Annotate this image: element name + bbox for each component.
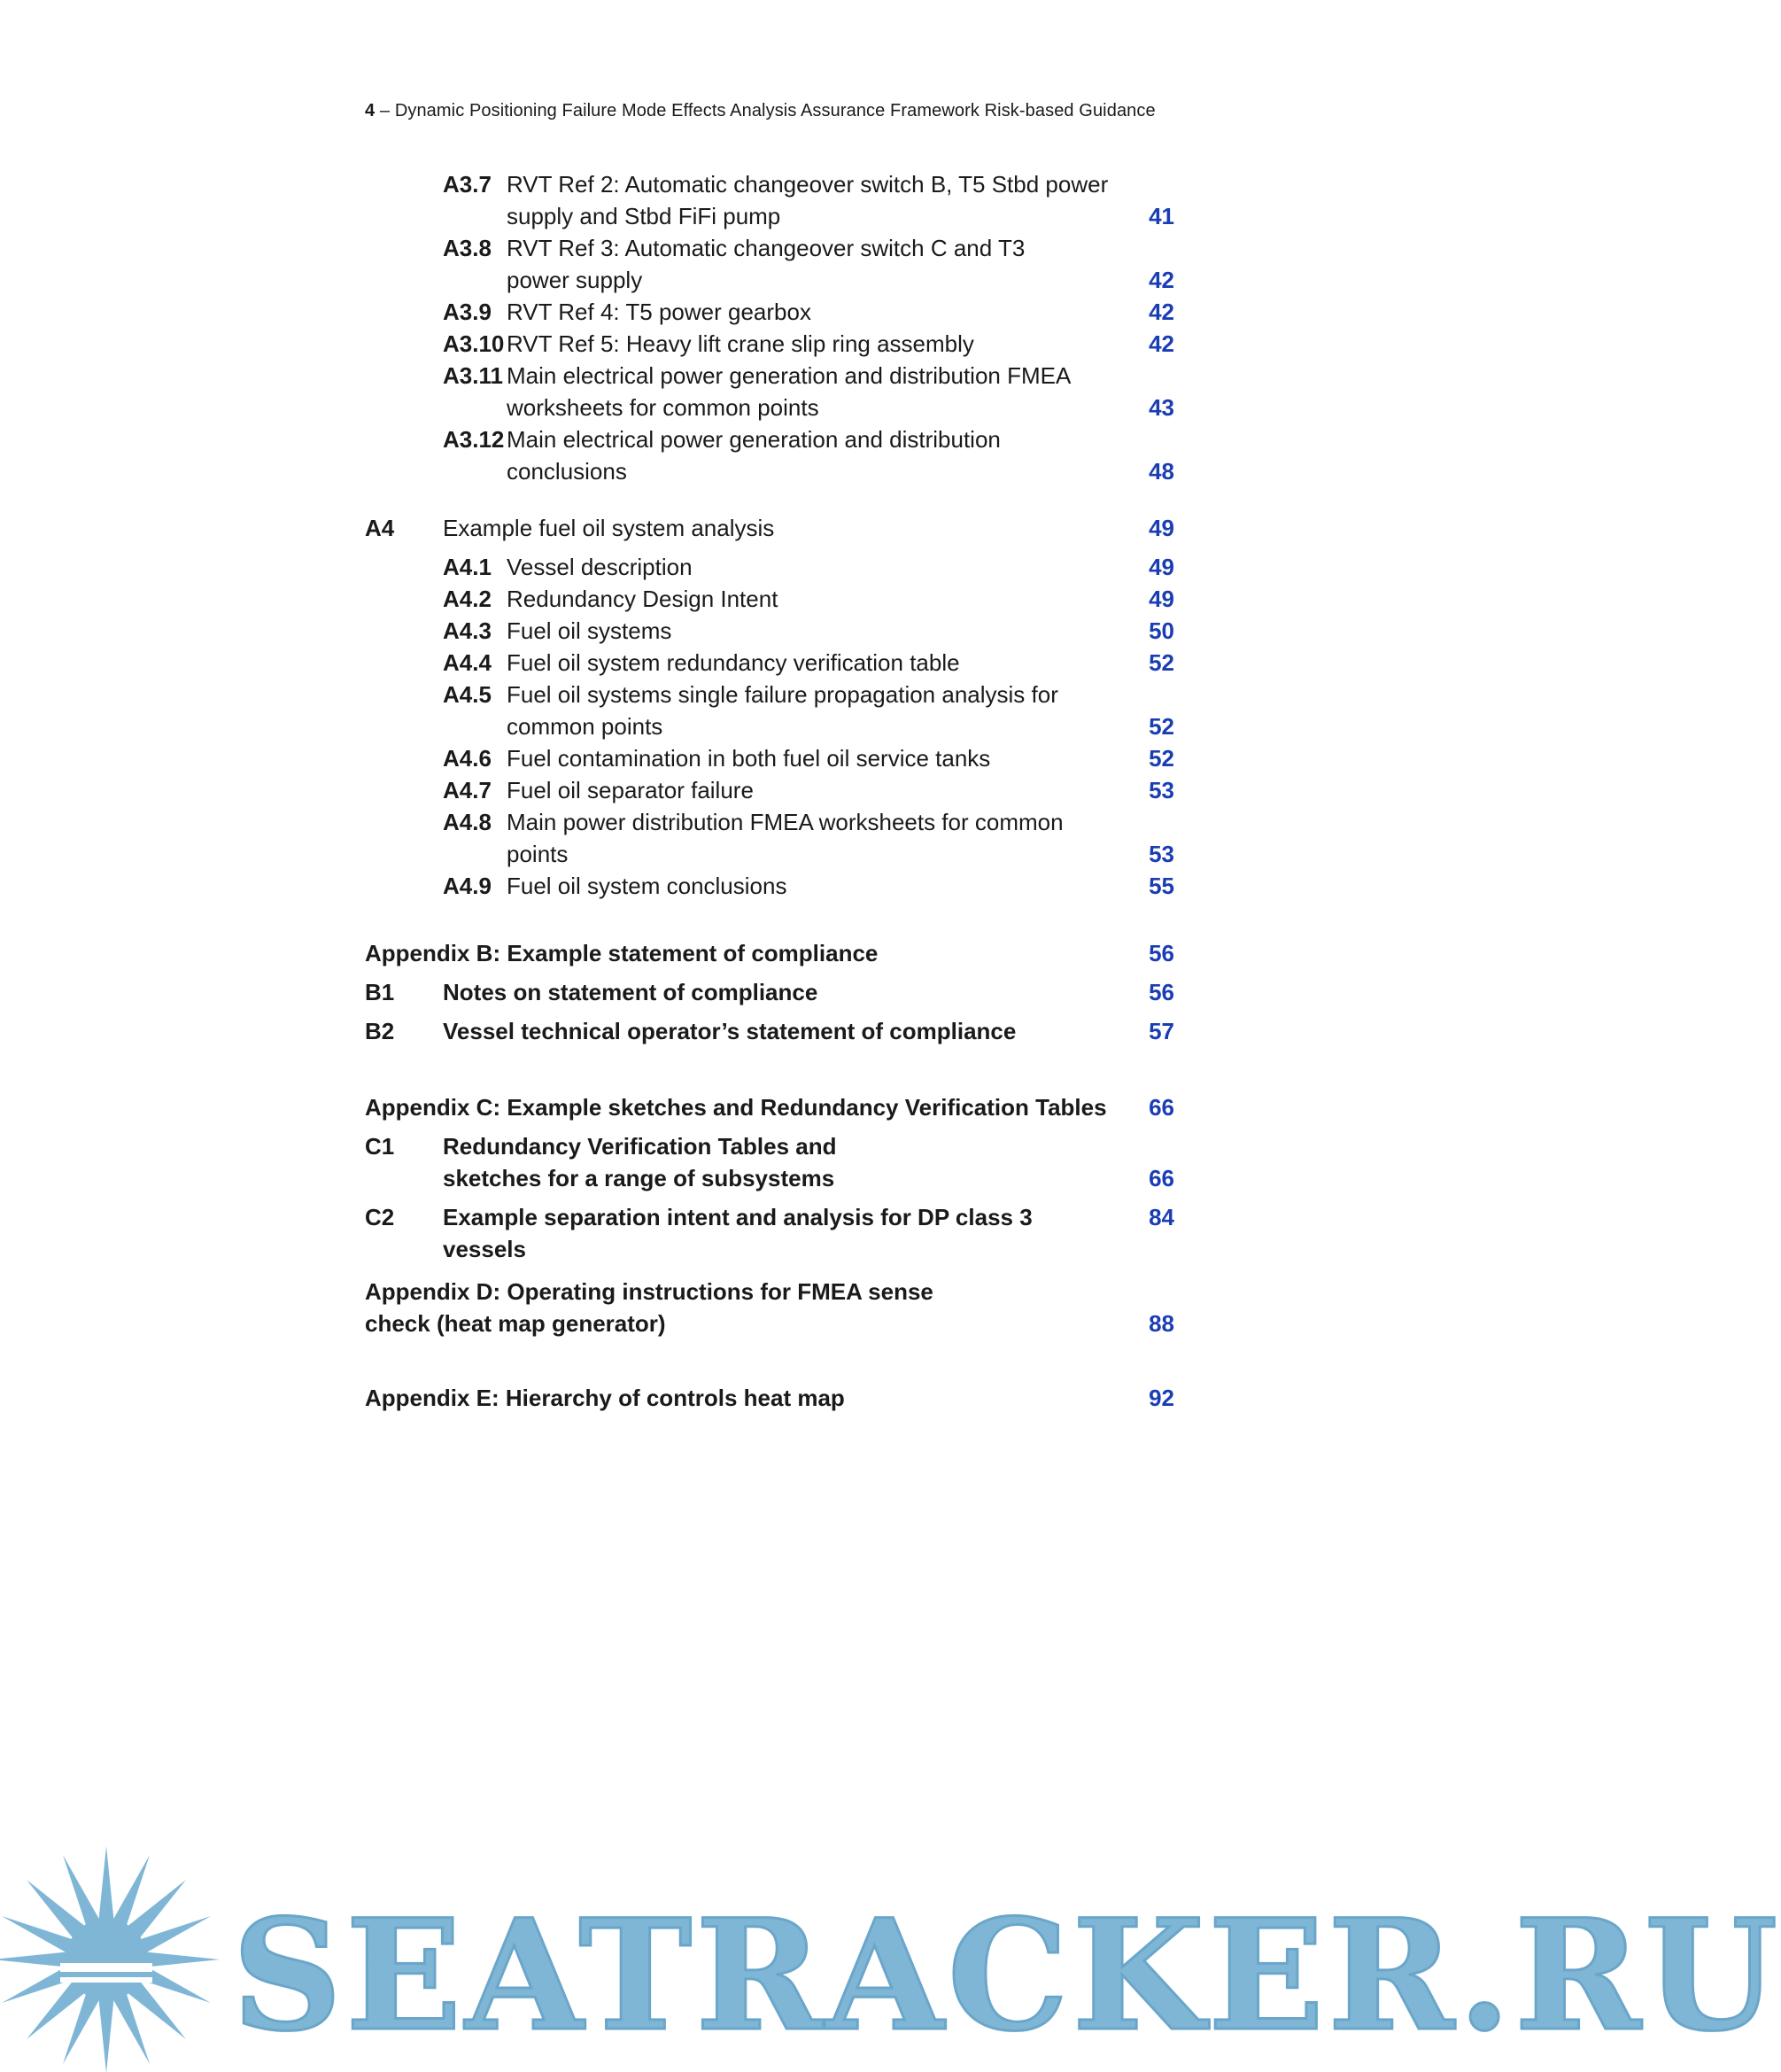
toc-page-link[interactable]: 92 xyxy=(1149,1385,1174,1411)
toc-number: A4 xyxy=(365,515,395,541)
toc-page-link[interactable]: 49 xyxy=(1149,586,1174,612)
toc-page-link[interactable]: 41 xyxy=(1149,203,1174,229)
toc-title: Example separation intent and analysis for DP class 3 vessels xyxy=(443,1204,1033,1262)
toc-title: RVT Ref 5: Heavy lift crane slip ring assembly xyxy=(507,330,974,357)
toc-title xyxy=(365,1091,1127,1123)
toc-page-link[interactable]: 66 xyxy=(1149,1094,1174,1121)
toc-entry-a4-2[interactable] xyxy=(365,583,1174,615)
toc-entry-appendix-d[interactable] xyxy=(365,1276,1174,1339)
toc-entry-b1[interactable] xyxy=(365,976,1174,1008)
watermark-text: SEATRACKER.RU xyxy=(232,1885,1781,2065)
appendix-title: Example statement of compliance xyxy=(507,940,879,966)
toc-title: Vessel description xyxy=(507,554,693,580)
toc-entry-a4-7[interactable] xyxy=(365,774,1174,806)
toc-number: A3.7 xyxy=(443,171,492,198)
toc-title: RVT Ref 4: T5 power gearbox xyxy=(507,299,811,325)
toc-page-link[interactable]: 42 xyxy=(1149,267,1174,293)
toc-entry-c2[interactable] xyxy=(365,1201,1174,1262)
toc-number: A4.4 xyxy=(443,649,492,676)
toc-title: RVT Ref 3: Automatic changeover switch C and T3 power supply xyxy=(507,235,1026,293)
toc-title: Main electrical power generation and distribution conclusions xyxy=(507,426,1001,485)
toc-number: A4.6 xyxy=(443,745,492,772)
header-dash: – xyxy=(379,101,391,120)
toc-number: A3.10 xyxy=(443,330,505,357)
toc-number: B1 xyxy=(365,979,395,1005)
toc-title: Redundancy Verification Tables and sketches for a range of subsystems xyxy=(443,1133,837,1191)
toc-entry-a4-1[interactable] xyxy=(365,551,1174,583)
toc-entry-c1[interactable] xyxy=(365,1130,1174,1194)
appendix-label: Appendix B: xyxy=(365,940,501,966)
toc-page-link[interactable]: 42 xyxy=(1149,299,1174,325)
toc-entry-a4-5[interactable] xyxy=(365,679,1174,742)
toc-page-link[interactable]: 56 xyxy=(1149,979,1174,1005)
toc-title: Fuel oil systems single failure propagation analysis for common points xyxy=(507,681,1058,740)
toc-entry-a3-11[interactable] xyxy=(365,360,1174,423)
appendix-label: Appendix E: xyxy=(365,1385,499,1411)
toc-page-link[interactable]: 49 xyxy=(1149,554,1174,580)
toc-page-link[interactable]: 52 xyxy=(1149,745,1174,772)
toc-entry-a3-12[interactable] xyxy=(365,423,1174,487)
toc-page-link[interactable]: 52 xyxy=(1149,649,1174,676)
toc-number: A4.5 xyxy=(443,681,492,708)
toc-page-link[interactable]: 43 xyxy=(1149,394,1174,421)
toc-number: A4.1 xyxy=(443,554,492,580)
running-header xyxy=(365,101,1156,121)
toc-page-link[interactable]: 55 xyxy=(1149,873,1174,899)
toc-entry-a4-8[interactable] xyxy=(365,806,1174,870)
toc-entry-appendix-e[interactable] xyxy=(365,1382,1174,1414)
toc-number: A4.2 xyxy=(443,586,492,612)
toc-page-link[interactable]: 53 xyxy=(1149,777,1174,803)
toc-page-link[interactable]: 42 xyxy=(1149,330,1174,357)
toc-number: C2 xyxy=(365,1204,395,1230)
toc-entry-appendix-c[interactable] xyxy=(365,1091,1174,1123)
toc-title xyxy=(365,937,1127,969)
toc-entry-a4-4[interactable] xyxy=(365,647,1174,679)
toc-number: A3.12 xyxy=(443,426,505,453)
appendix-title: Operating instructions for FMEA sense check (heat map generator) xyxy=(365,1278,933,1337)
toc-title xyxy=(365,1276,1003,1339)
toc-entry-b2[interactable] xyxy=(365,1015,1174,1047)
toc-title xyxy=(365,1382,1127,1414)
toc-number: B2 xyxy=(365,1018,395,1044)
toc-entry-a3-8[interactable] xyxy=(365,232,1174,296)
toc-entry-a4-6[interactable] xyxy=(365,742,1174,774)
toc-title: Example fuel oil system analysis xyxy=(443,515,775,541)
toc-page-link[interactable]: 84 xyxy=(1149,1204,1174,1230)
toc-number: A4.3 xyxy=(443,617,492,644)
appendix-title: Hierarchy of controls heat map xyxy=(505,1385,845,1411)
toc-number: A4.9 xyxy=(443,873,492,899)
toc-title: Notes on statement of compliance xyxy=(443,979,818,1005)
toc-entry-a3-9[interactable] xyxy=(365,296,1174,328)
toc-entry-a4-3[interactable] xyxy=(365,615,1174,647)
toc-number: A4.7 xyxy=(443,777,492,803)
appendix-label: Appendix C: xyxy=(365,1094,501,1121)
toc-number: C1 xyxy=(365,1133,395,1160)
toc-page-link[interactable]: 56 xyxy=(1149,940,1174,966)
toc-page-link[interactable]: 49 xyxy=(1149,515,1174,541)
toc-entry-a4[interactable] xyxy=(365,512,1174,544)
toc-title: Fuel oil system conclusions xyxy=(507,873,787,899)
toc-title: Main power distribution FMEA worksheets for common points xyxy=(507,809,1064,867)
toc-title: Fuel oil systems xyxy=(507,617,672,644)
toc-page-link[interactable]: 52 xyxy=(1149,713,1174,740)
toc-number: A3.11 xyxy=(443,362,503,389)
toc-page-link[interactable]: 66 xyxy=(1149,1165,1174,1191)
toc-page-link[interactable]: 50 xyxy=(1149,617,1174,644)
toc-title: Vessel technical operator’s statement of compliance xyxy=(443,1018,1017,1044)
header-title: Dynamic Positioning Failure Mode Effects Analysis Assurance Framework Risk-based Guidance xyxy=(394,101,1156,120)
toc-title: Fuel oil separator failure xyxy=(507,777,754,803)
toc-page-link[interactable]: 88 xyxy=(1149,1310,1174,1337)
toc-title: Fuel oil system redundancy verification table xyxy=(507,649,960,676)
toc-title: Main electrical power generation and distribution FMEA worksheets for common points xyxy=(507,362,1070,421)
toc-title: Fuel contamination in both fuel oil service tanks xyxy=(507,745,991,772)
toc-number: A3.9 xyxy=(443,299,492,325)
header-page-number: 4 xyxy=(365,101,376,120)
appendix-title: Example sketches and Redundancy Verification Tables xyxy=(507,1094,1107,1121)
toc-page-link[interactable]: 53 xyxy=(1149,841,1174,867)
toc-entry-a3-7[interactable] xyxy=(365,168,1174,232)
toc-entry-appendix-b[interactable] xyxy=(365,937,1174,969)
toc-entry-a3-10[interactable] xyxy=(365,328,1174,360)
toc-number: A4.8 xyxy=(443,809,492,835)
toc-page-link[interactable]: 57 xyxy=(1149,1018,1174,1044)
toc-title: RVT Ref 2: Automatic changeover switch B, T5 Stbd power supply and Stbd FiFi pump xyxy=(507,171,1109,229)
appendix-label: Appendix D: xyxy=(365,1278,501,1305)
toc-number: A3.8 xyxy=(443,235,492,261)
toc-page-link[interactable]: 48 xyxy=(1149,458,1174,485)
toc-title: Redundancy Design Intent xyxy=(507,586,778,612)
toc-entry-a4-9[interactable] xyxy=(365,870,1174,902)
